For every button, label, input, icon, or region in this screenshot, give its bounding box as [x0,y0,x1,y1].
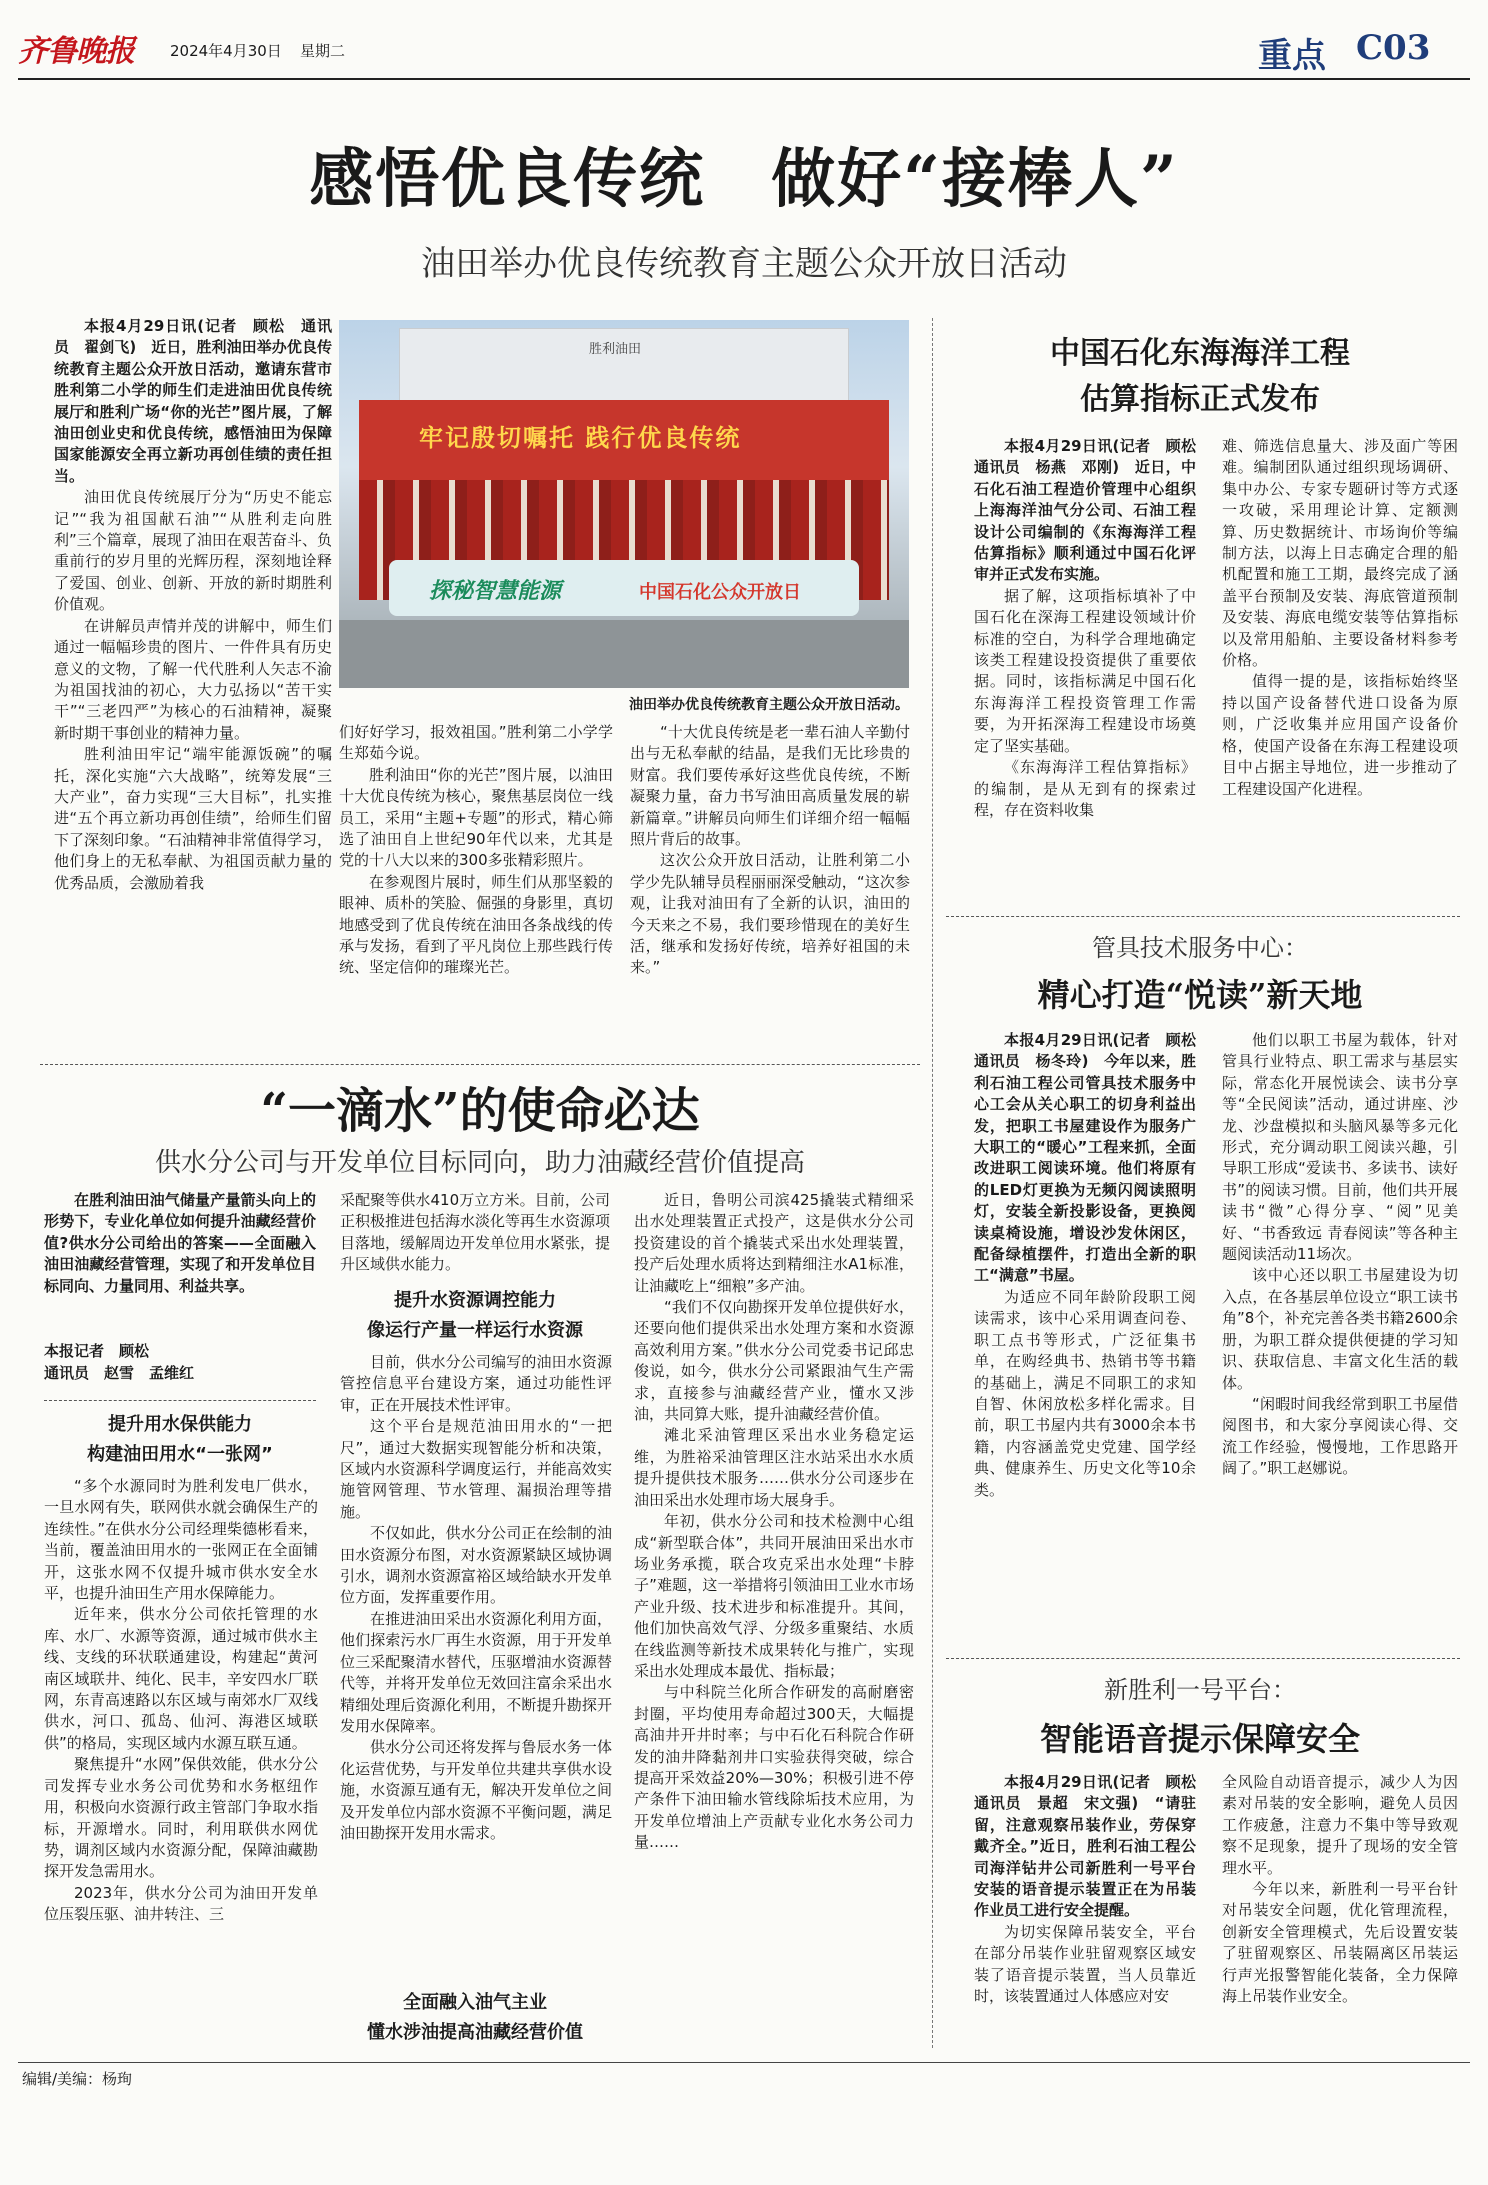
reading-headline: 精心打造“悦读”新天地 [1037,976,1363,1014]
building-sign: 胜利油田 [589,342,642,357]
right-top-col2: 难、筛选信息量大、涉及面广等困难。编制团队通过组织现场调研、集中办公、专家专题研讨等方式逐一攻破，采用理论计算、定额测算、历史数据统计、市场询价等编制方法，以海上日志确定合理的船机配置和施工工期，最终完成了涵盖平台预制及安装、海底管道预制及安装、海底电缆安装等估算指标以及常用船舶、主要设备材料参考价格。 值得一提的是，该指标始终坚持以国产设备替代进口设备为原则，广泛收集并应用国产设备价格，使国产设备在东海工程建设项目中占据主导地位，进一步推动了工程建设国产化进程。 [1222,437,1458,798]
water-col1: “多个水源同时为胜利发电厂供水，一旦水网有失，联网供水就会确保生产的连续性。”在供水分公司经理柴德彬看来，当前，覆盖油田用水的一张网正在全面铺开，这张水网不仅提升城市供水安全水平，也提升油田生产用水保障能力。 近年来，供水分公司依托管理的水库、水厂、水源等资源，通过城市供水主线、支线的环状联通建设，构建起“黄河南区域联井、纯化、民丰，辛安四水厂联网，东青高速路以东区域与南郊水厂双线供水，河口、孤岛、仙河、海港区域联供”的格局，实现区域内水源互联互通。 聚焦提升“水网”保供效能，供水分公司发挥专业水务公司优势和水务枢纽作用，积极向水资源行政主管部门争取水指标，开源增水。同时，利用联供水网优势，调剂区域内水资源分配，保障油藏勘探开发急需用水。 2023年，供水分公司为油田开发单位压裂压驱、油井转注、三 [44,1477,318,1924]
ground-graphic [339,620,909,688]
top-story-col3: “十大优良传统是老一辈石油人辛勤付出与无私奉献的结晶，是我们无比珍贵的财富。我们要传承好这些优良传统，不断凝聚力量，奋力书写油田高质量发展的崭新篇章。”讲解员向师生们详细介绍一幅幅照片背后的故事。 这次公众开放日活动，让胜利第二小学少先队辅导员程丽丽深受触动，“这次参观，让我对油田有了全新的认识，油田的今天来之不易，我们要珍惜现在的美好生活，继承和发扬好传统，培养好祖国的未来。” [630,723,910,977]
backdrop-slogan: 牢记殷切嘱托 践行优良传统 [419,424,742,452]
water-col3: 近日，鲁明公司滨425撬装式精细采出水处理装置正式投产，这是供水分公司投资建设的首个撬装式采出水处理装置，投产后处理水质将达到精细注水A1标准，让油藏吃上“细粮”多产油。 “我们不仅向勘探开发单位提供好水，还要向他们提供采出水处理方案和水资源高效利用方案。”供水分公司党委书记邱忠俊说，如今，供水分公司紧跟油气生产需求，直接参与油藏经营产业，懂水又涉油，共同算大账，提升油藏经营价值。 滩北采油管理区采出水业务稳定运维，为胜裕采油管理区注水站采出水水质提升提供技术服务……供水分公司逐步在油田采出水处理市场大展身手。 年初，供水分公司和技术检测中心组成“新型联合体”，共同开展油田采出水市场业务承揽，联合攻克采出水处理“卡脖子”难题，这一举措将引领油田工业水市场产业升级、技术进步和标准提升。其间，他们加快高效气浮、分级多重聚结、水质在线监测等新技术成果转化与推广，实现采出水处理成本最优、指标最； 与中科院兰化所合作研发的高耐磨密封圈，平均使用寿命超过300天，大幅提高油井开井时率；与中石化石科院合作研发的油井降黏剂井口实验获得突破，综合提高开采效益20%—30%；积极引进不停产条件下油田输水管线除垢技术应用，为开发单位增油上产贡献专业化水务公司力量…… [634,1191,914,1852]
water-headline: “一滴水”的使命必达 [260,1083,700,1139]
voice-headline: 智能语音提示保障安全 [1039,1720,1360,1758]
voice-col1: 本报4月29日讯(记者 顾松 通讯员 景超 宋文强) “请驻留，注意观察吊装作业，劳保穿戴齐全。”近日，胜利石油工程公司海洋钻井公司新胜利一号平台安装的语音提示装置正在为吊装作业员工进行安全提醒。 为切实保障吊装安全，平台在部分吊装作业驻留观察区域安装了语音提示装置，当人员靠近时，该装置通过人体感应对安 [974,1773,1212,2006]
water-lead: 在胜利油田油气储量产量箭头向上的形势下，专业化单位如何提升油藏经营价值?供水分公司给出的答案——全面融入油田油藏经营管理，实现了和开发单位目标同向、力量同用、利益共享。 [44,1191,316,1295]
page-number: C03 [1356,28,1431,68]
banner-text-sub: 中国石化公众开放日 [639,582,801,603]
section-name: 重点 [1258,36,1326,76]
top-story-col1: 本报4月29日讯(记者 顾松 通讯员 翟剑飞) 近日，胜利油田举办优良传统教育主题公众开放日活动，邀请东营市胜利第二小学的师生们走进油田优良传统展厅和胜利广场“你的光芒”图片展，了解油田创业史和优良传统，感悟油田为保障国家能源安全再立新功再创佳绩的责任担当。 油田优良传统展厅分为“历史不能忘记”“我为祖国献石油”“从胜利走向胜利”三个篇章，展现了油田在艰苦奋斗、负重前行的岁月里的光辉历程，深刻地诠释了爱国、创业、创新、开放的新时期胜利价值观。 在讲解员声情并茂的讲解中，师生们通过一幅幅珍贵的图片、一件件具有历史意义的文物，了解一代代胜利人矢志不渝为祖国找油的初心，大力弘扬以“苦干实干”“三老四严”为核心的石油精神，凝聚新时期干事创业的精神力量。 胜利油田牢记“端牢能源饭碗”的嘱托，深化实施“六大战略”，统筹发展“三大产业”，奋力实现“三大目标”，扎实推进“五个再立新功再创佳绩”，给师生们留下了深刻印象。“石油精神非常值得学习，他们身上的无私奉献、为祖国贡献力量的优秀品质，会激励着我 [54,317,332,892]
newspaper-logo: 齐鲁晚报 [18,34,134,69]
issue-date: 2024年4月30日 [170,42,282,60]
photo-caption: 油田举办优良传统教育主题公众开放日活动。 [629,697,909,713]
water-sub3-line1: 全面融入油气主业 [403,1992,547,2013]
water-subhead: 供水分公司与开发单位目标同向，助力油藏经营价值提高 [154,1148,805,1178]
water-sub1-line1: 提升用水保供能力 [108,1414,252,1435]
water-top-divider [40,1064,920,1065]
right-top-col1: 本报4月29日讯(记者 顾松 通讯员 杨燕 邓刚) 近日，中石化石油工程造价管理中心组织上海海洋油气分公司、石油工程设计公司编制的《东海海洋工程估算指标》顺利通过中国石化评审并正式发布实施。 据了解，这项指标填补了中国石化在深海工程建设领域计价标准的空白，为科学合理地确定该类工程建设投资提供了重要依据。同时，该指标满足中国石化东海海洋工程投资管理工作需要，为开拓深海工程建设市场奠定了坚实基础。 《东海海洋工程估算指标》的编制，是从无到有的探索过程，存在资料收集 [974,437,1212,819]
water-byline-1: 本报记者 顾松 [44,1342,150,1360]
water-sub2-line2: 像运行产量一样运行水资源 [367,1320,583,1341]
water-col2-top: 采配聚等供水410万立方米。目前，公司正积极推进包括海水淡化等再生水资源项目落地，缓解周边开发单位用水紧张，提升区域供水能力。 [340,1191,611,1274]
water-byline-2: 通讯员 赵雪 孟维红 [44,1364,195,1382]
masthead-rule [18,78,1470,80]
right-top-headline-2: 估算指标正式发布 [1080,382,1320,417]
reading-col2: 他们以职工书屋为载体，针对管具行业特点、职工需求与基层实际，常态化开展悦读会、读书分享等“全民阅读”活动，通过讲座、沙龙、沙盘模拟和头脑风暴等多元化形式，充分调动职工阅读兴趣，引导职工形成“爱读书、多读书、读好书”的阅读习惯。目前，他们共开展读书“微”心得分享、“阅”见美好、“书香致远 青春阅读”等各种主题阅读活动11场次。 该中心还以职工书屋建设为切入点，在各基层单位设立“职工读书角”8个，补充完善各类书籍2600余册，为职工群众提供便捷的学习知识、获取信息、丰富文化生活的载体。 “闲暇时间我经常到职工书屋借阅图书，和大家分享阅读心得、交流工作经验，慢慢地，工作思路开阔了。”职工赵娜说。 [1222,1031,1458,1478]
voice-col2: 全风险自动语音提示，减少人为因素对吊装的安全影响，避免人员因工作疲惫，注意力不集中等导致观察不足现象，提升了现场的安全管理水平。 今年以来，新胜利一号平台针对吊装安全问题，优化管理流程，创新安全管理模式，先后设置安装了驻留观察区、吊装隔离区吊装运行声光报警智能化装备，全力保障海上吊装作业安全。 [1222,1773,1458,2006]
column-divider [932,318,933,2048]
water-sub3-line2: 懂水涉油提高油藏经营价值 [367,2022,583,2043]
right-divider-1 [946,916,1460,917]
reading-kicker: 管具技术服务中心： [1092,934,1308,962]
top-story-col2: 们好好学习，报效祖国。”胜利第二小学学生郑茹今说。 胜利油田“你的光芒”图片展，以油田十大优良传统为核心，聚焦基层岗位一线员工，采用“主题+专题”的形式，精心筛选了油田自上世纪90年代以来，尤其是党的十八大以来的300多张精彩照片。 在参观图片展时，师生们从那坚毅的眼神、质朴的笑脸、倔强的身影里，真切地感受到了优良传统在油田各条战线的传承与发扬，看到了平凡岗位上那些践行传统、坚定信仰的璀璨光芒。 [339,723,613,977]
top-headline: 感悟优良传统 做好“接棒人” [309,142,1179,217]
water-col2: 目前，供水分公司编写的油田水资源管控信息平台建设方案，通过功能性评审，正在开展技术性评审。 这个平台是规范油田用水的“一把尺”，通过大数据实现智能分析和决策，区域内水资源科学调度运行，并能高效实施管网管理、节水管理、漏损治理等措施。 不仅如此，供水分公司正在绘制的油田水资源分布图，对水资源紧缺区域协调引水，调剂水资源富裕区域给缺水开发单位方面，发挥重要作用。 在推进油田采出水资源化利用方面，他们探索污水厂再生水资源，用于开发单位三采配聚清水替代，压驱增油水资源替代等，并将开发单位无效回注富余采出水精细处理后资源化利用，不断提升勘探开发用水保障率。 供水分公司还将发挥与鲁辰水务一体化运营优势，与开发单位共建共享供水设施，水资源互通有无，解决开发单位之间及开发单位内部水资源不平衡问题，满足油田勘探开发用水需求。 [340,1353,612,1842]
top-subhead: 油田举办优良传统教育主题公众开放日活动 [421,244,1067,284]
footer-rule [18,2062,1470,2063]
water-sub2-line1: 提升水资源调控能力 [394,1290,556,1311]
water-lead-divider [44,1400,316,1401]
editor-credit: 编辑/美编：杨珣 [22,2070,133,2088]
water-sub1-line2: 构建油田用水“一张网” [87,1444,273,1465]
right-top-headline-1: 中国石化东海海洋工程 [1050,336,1350,371]
top-story-photo [339,320,909,688]
issue-weekday: 星期二 [300,42,346,60]
banner-text-main: 探秘智慧能源 [429,579,562,604]
right-divider-2 [946,1658,1460,1659]
voice-kicker: 新胜利一号平台： [1104,1676,1296,1704]
reading-col1: 本报4月29日讯(记者 顾松 通讯员 杨冬玲) 今年以来，胜利石油工程公司管具技术服务中心工会从关心职工的切身利益出发，把职工书屋建设作为服务广大职工的“暖心”工程来抓，全面改进职工阅读环境。他们将原有的LED灯更换为无频闪阅读照明灯，安装全新投影设备，更换阅读桌椅设施，增设沙发休闲区，配备绿植摆件，打造出全新的职工“满意”书屋。 为适应不同年龄阶段职工阅读需求，该中心采用调查问卷、职工点书等形式，广泛征集书单，在购经典书、热销书等书籍的基础上，满足不同职工的求知自智、休闲放松多样化需求。目前，职工书屋内共有3000余本书籍，内容涵盖党史党建、国学经典、健康养生、历史文化等10余类。 [974,1031,1212,1499]
